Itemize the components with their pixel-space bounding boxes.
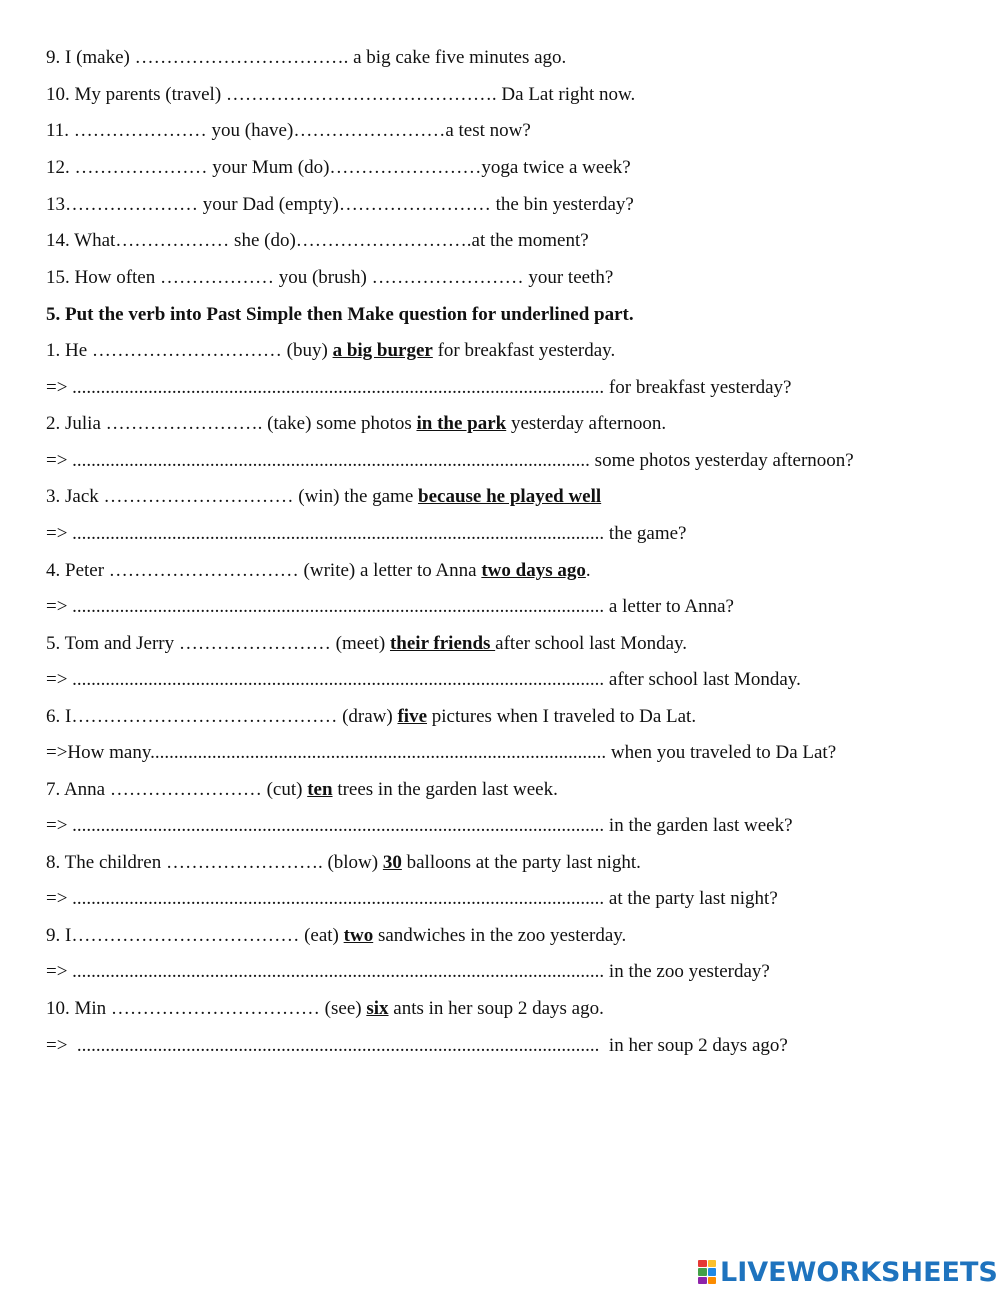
question-line: 10. Min …………………………… (see) six ants in her soup 2 days ago. [46, 998, 604, 1019]
underlined-part: a big burger [332, 340, 433, 361]
exercise-line: 13………………… your Dad (empty)…………………… the bin yesterday? [46, 194, 634, 215]
logo-text: LIVEWORKSHEETS [720, 1256, 998, 1288]
question-line: 7. Anna …………………… (cut) ten trees in the garden last week. [46, 779, 558, 800]
underlined-part: six [366, 998, 389, 1019]
question-line: 3. Jack ………………………… (win) the game because he played well [46, 486, 602, 507]
underlined-part: because he played well [418, 486, 602, 507]
question-line: 9. I……………………………… (eat) two sandwiches in the zoo yesterday. [46, 925, 627, 946]
logo-block [698, 1277, 707, 1284]
underlined-part: two days ago [481, 560, 586, 581]
exercise-line: 9. I (make) ……………………………. a big cake five minutes ago. [46, 47, 567, 68]
exercise-line: 12. ………………… your Mum (do)……………………yoga twice a week? [46, 157, 631, 178]
logo-block [708, 1277, 717, 1284]
question-line: 1. He ………………………… (buy) a big burger for breakfast yesterday. [46, 340, 616, 361]
question-line: 6. I…………………………………… (draw) five pictures when I traveled to Da Lat. [46, 706, 697, 727]
logo-block [708, 1260, 717, 1267]
logo-block [708, 1268, 717, 1275]
underlined-part: ten [307, 779, 333, 800]
answer-line: =>How many................................................................................................ when you traveled to Da Lat? [46, 742, 837, 763]
underlined-part: two [343, 925, 374, 946]
question-line: 5. Tom and Jerry …………………… (meet) their friends after school last Monday. [46, 633, 688, 654]
section-heading: 5. Put the verb into Past Simple then Make question for underlined part. [46, 304, 634, 325]
answer-line: => .............................................................................................................. in her soup 2 days ago? [46, 1035, 788, 1056]
exercise-line: 15. How often ……………… you (brush) …………………… your teeth? [46, 267, 614, 288]
question-line: 2. Julia ……………………. (take) some photos in the park yesterday afternoon. [46, 413, 667, 434]
question-line: 4. Peter ………………………… (write) a letter to Anna two days ago. [46, 560, 591, 581]
underlined-part: five [397, 706, 428, 727]
answer-line: => ................................................................................................................ after school last Monday. [46, 669, 801, 690]
answer-line: => ................................................................................................................ in the zoo yesterday? [46, 961, 770, 982]
answer-line: => ................................................................................................................ the game? [46, 523, 687, 544]
answer-line: => ................................................................................................................ in the garden last week? [46, 815, 793, 836]
underlined-part: their friends [389, 633, 496, 654]
answer-line: => ................................................................................................................ a letter to Anna? [46, 596, 734, 617]
underlined-part: 30 [382, 852, 402, 873]
answer-line: => ............................................................................................................. some photos yesterday afternoon? [46, 450, 854, 471]
answer-line: => ................................................................................................................ for breakfast yesterday? [46, 377, 792, 398]
exercise-line: 11. ………………… you (have)……………………a test now? [46, 120, 531, 141]
logo-block [698, 1260, 707, 1267]
question-line: 8. The children ……………………. (blow) 30 balloons at the party last night. [46, 852, 641, 873]
exercise-line: 14. What……………… she (do)……………………….at the moment? [46, 230, 589, 251]
underlined-part: in the park [416, 413, 507, 434]
liveworksheets-logo [698, 1257, 998, 1287]
logo-blocks-icon [698, 1260, 716, 1284]
logo-block [698, 1268, 707, 1275]
answer-line: => ................................................................................................................ at the party last night? [46, 888, 778, 909]
exercise-line: 10. My parents (travel) ……………………………………. Da Lat right now. [46, 84, 636, 105]
